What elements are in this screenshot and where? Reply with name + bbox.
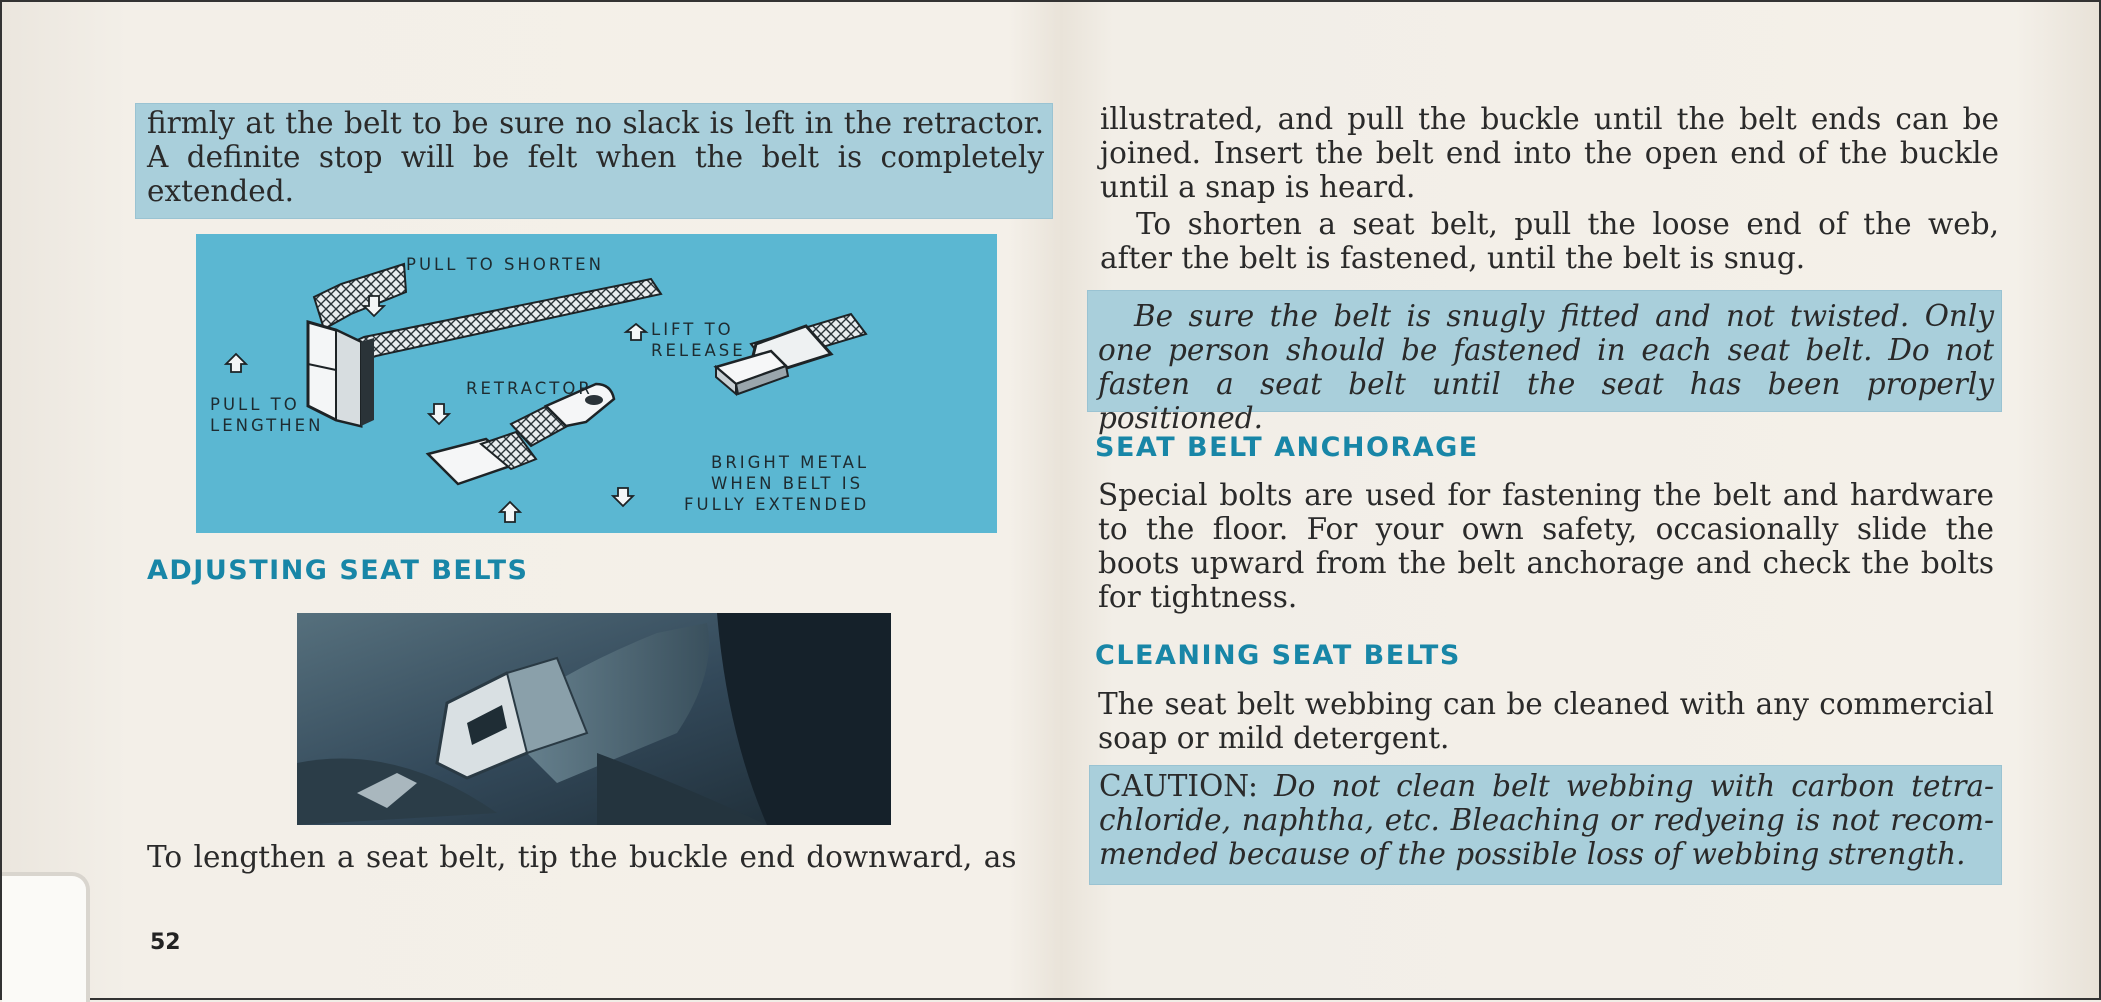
shorten-paragraph: To shorten a seat belt, pull the loose end of the web, after the belt is fastened, until the belt is snug. — [1100, 207, 1999, 275]
photo-drawing — [297, 613, 891, 825]
label-lengthen: LENGTHEN — [210, 416, 324, 435]
intro-paragraph: firmly at the belt to be sure no slack is left in the retractor. A definite stop will be felt when the belt is completely extended. — [147, 106, 1044, 208]
label-pull-to-shorten: PULL TO SHORTEN — [406, 255, 604, 274]
seat-belt-diagram — [196, 234, 997, 533]
label-release: RELEASE — [651, 341, 746, 360]
page-tab — [2, 872, 90, 1002]
seat-belt-photo — [297, 613, 891, 825]
lengthen-paragraph: To lengthen a seat belt, tip the buckle end downward, as — [147, 840, 1017, 874]
label-bright-metal-3: FULLY EXTENDED — [684, 495, 870, 514]
diagram-drawing — [196, 234, 997, 533]
heading-adjusting-seat-belts: ADJUSTING SEAT BELTS — [147, 555, 529, 586]
label-pull-to: PULL TO — [210, 395, 300, 414]
page-number: 52 — [150, 930, 181, 955]
loose-end-illustration — [428, 432, 536, 484]
label-retractor: RETRACTOR — [466, 379, 593, 398]
caution-label: CAUTION: — [1099, 769, 1258, 803]
anchorage-paragraph: Special bolts are used for fastening the belt and hardware to the floor. For your own safety, occasionally slide the boots upward from the belt anchorage and check the bolts for tightness. — [1098, 478, 1994, 614]
label-lift-to: LIFT TO — [651, 320, 734, 339]
heading-cleaning-seat-belts: CLEANING SEAT BELTS — [1095, 640, 1461, 671]
caution-text: Do not clean belt webbing with carbon tetra-chloride, naphtha, etc. Bleaching or redyeing is not recom-mended because of the possible loss of webbing strength. — [1099, 769, 1994, 871]
continuation-paragraph: illustrated, and pull the buckle until the belt ends can be joined. Insert the belt end into the open end of the buckle until a snap is heard. — [1100, 102, 1999, 204]
cleaning-paragraph: The seat belt webbing can be cleaned with any commercial soap or mild detergent. — [1098, 687, 1994, 755]
label-bright-metal-2: WHEN BELT IS — [711, 474, 864, 493]
heading-seat-belt-anchorage: SEAT BELT ANCHORAGE — [1095, 432, 1479, 463]
note-paragraph: Be sure the belt is snugly fitted and not twisted. Only one person should be fastened in each seat belt. Do not fasten a seat belt until the seat has been properly positioned. — [1098, 299, 1994, 435]
label-bright-metal-1: BRIGHT METAL — [711, 453, 870, 472]
caution-paragraph — [1099, 769, 1994, 871]
